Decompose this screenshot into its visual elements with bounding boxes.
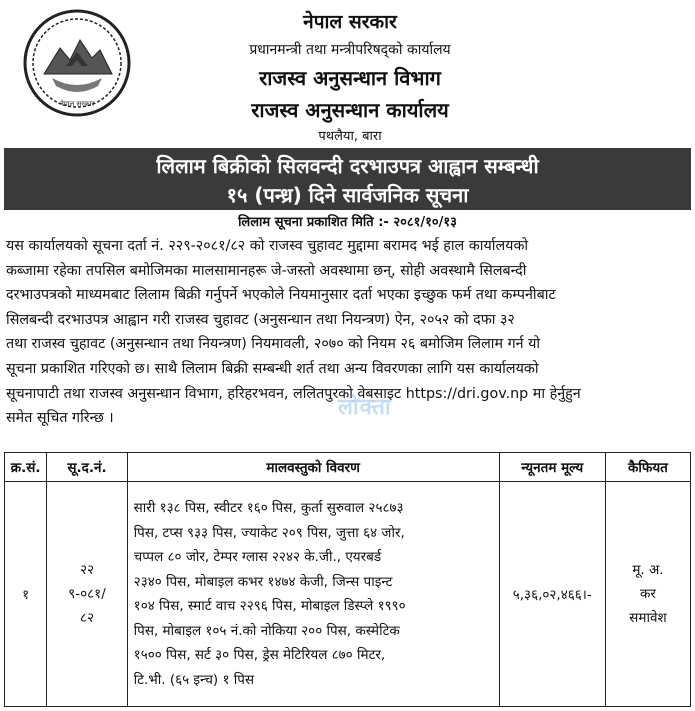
government-name: नेपाल सरकार <box>303 11 397 33</box>
description-line: १०४ पिस, स्मार्ट वाच २२९६ पिस, मोबाइल डिस्प्ले १९९० <box>133 598 406 614</box>
notice-no-line: ९-०८१/ <box>68 586 106 602</box>
body-line: सूचनापाटी तथा राजस्व अनुसन्धान विभाग, हरिहरभवन, ललितपुरको वेबसाइट https://dri.gov.np मा हेर्नुहुन <box>6 385 581 402</box>
table-header-row <box>5 453 691 482</box>
body-line: सूचना प्रकाशित गरिएको छ। साथै लिलाम बिक्री सम्बन्धी शर्त तथा अन्य विवरणका लागि यस कार्यालयको <box>6 360 539 377</box>
description-line: चप्पल ८० जोर, टेम्पर ग्लास २२४२ के.जी., एयरबर्ड <box>133 549 382 565</box>
table-row <box>5 482 691 707</box>
description-line: १५०० पिस, सर्ट ३० पिस, ड्रेस मेटिरियल ८७० मिटर, <box>133 647 386 663</box>
notice-no-line: ८२ <box>79 610 95 626</box>
remarks-line: समावेश <box>629 610 667 626</box>
header-remarks: कैफियत <box>605 453 690 482</box>
remarks-line: कर <box>640 586 656 602</box>
department-name: राजस्व अनुसन्धान विभाग <box>259 66 441 90</box>
office-location: पथलैया, बारा <box>318 129 382 144</box>
description-line: पिस, मोबाइल १०५ नं.को नोकिया २०० पिस, कस्मेटिक <box>133 622 400 639</box>
description-line: पिस, टप्स ९३३ पिस, ज्याकेट २०९ पिस, जुत्ता ६४ जोर, <box>133 524 405 541</box>
body-line: कब्जामा रहेका तपसिल बमोजिमका मालसामानहरू जे-जस्तो अवस्थामा छन्, सोही अवस्थामै सिलबन्दी <box>6 262 527 279</box>
body-line: तथा राजस्व चुहावट (अनुसन्धान तथा नियन्त्रण) नियमावली, २०७० को नियम २६ बमोजिम लिलाम गर्न यो <box>6 336 541 353</box>
cell-min-price: ५,३६,०२,४६६।- <box>499 482 605 707</box>
notice-title-banner <box>4 148 691 210</box>
goods-table <box>4 452 691 707</box>
publication-date-label: लिलाम सूचना प्रकाशित मिति :- <box>238 215 389 230</box>
watermark: लोक्ता <box>338 395 392 420</box>
notice-title-line-2: १५ (पन्ध्र) दिने सार्वजनिक सूचना <box>226 183 469 207</box>
cell-remarks <box>605 482 690 707</box>
svg-text:नेपाल सरकार: नेपाल सरकार <box>59 100 95 108</box>
body-line: सिलबन्दी दरभाउपत्र आह्वान गरी राजस्व चुहावट (अनुसन्धान तथा नियन्त्रण) ऐन, २०५२ को दफा ३२ <box>6 311 515 328</box>
remarks-line: मू. अ. <box>632 562 664 578</box>
office-name: राजस्व अनुसन्धान कार्यालय <box>251 98 449 122</box>
body-line: दरभाउपत्रको माध्यमबाट लिलाम बिक्री गर्नुपर्ने भएकोले नियमानुसार दर्ता भएका इच्छुक फर्म तथा कम्पनीबाट <box>6 287 556 304</box>
header-min-price: न्यूनतम मूल्य <box>499 453 605 482</box>
office-line: प्रधानमन्त्री तथा मन्त्रीपरिषद्को कार्यालय <box>249 42 451 58</box>
header-sn: क्र.सं. <box>5 453 47 482</box>
body-line: समेत सूचित गरिन्छ । <box>6 410 114 427</box>
header-description: मालवस्तुको विवरण <box>127 453 499 482</box>
description-line: सारी १३८ पिस, स्वीटर १६० पिस, कुर्ता सुरुवाल २५८७३ <box>133 500 404 516</box>
cell-sn: १ <box>5 482 47 707</box>
cell-notice-no <box>47 482 127 707</box>
body-line: यस कार्यालयको सूचना दर्ता नं. २२९-२०८१/८२ को राजस्व चुहावट मुद्दामा बरामद भई हाल कार्यालयको <box>6 238 529 254</box>
header-notice-no: सू.द.नं. <box>47 453 127 482</box>
cell-description <box>127 482 499 707</box>
notice-no-line: २२ <box>79 562 95 578</box>
notice-title-line-1: लिलाम बिक्रीको सिलवन्दी दरभाउपत्र आह्वान सम्बन्धी <box>156 154 539 178</box>
publication-date <box>0 212 695 230</box>
description-line: टि.भी. (६५ इन्च) १ पिस <box>133 671 255 688</box>
government-emblem-icon <box>22 8 132 118</box>
publication-date-value: २०८१/१०/१३ <box>393 215 457 230</box>
description-line: २३४० पिस, मोबाइल कभर १४७४ केजी, जिन्स पाइन्ट <box>133 573 393 590</box>
letterhead <box>0 0 695 150</box>
